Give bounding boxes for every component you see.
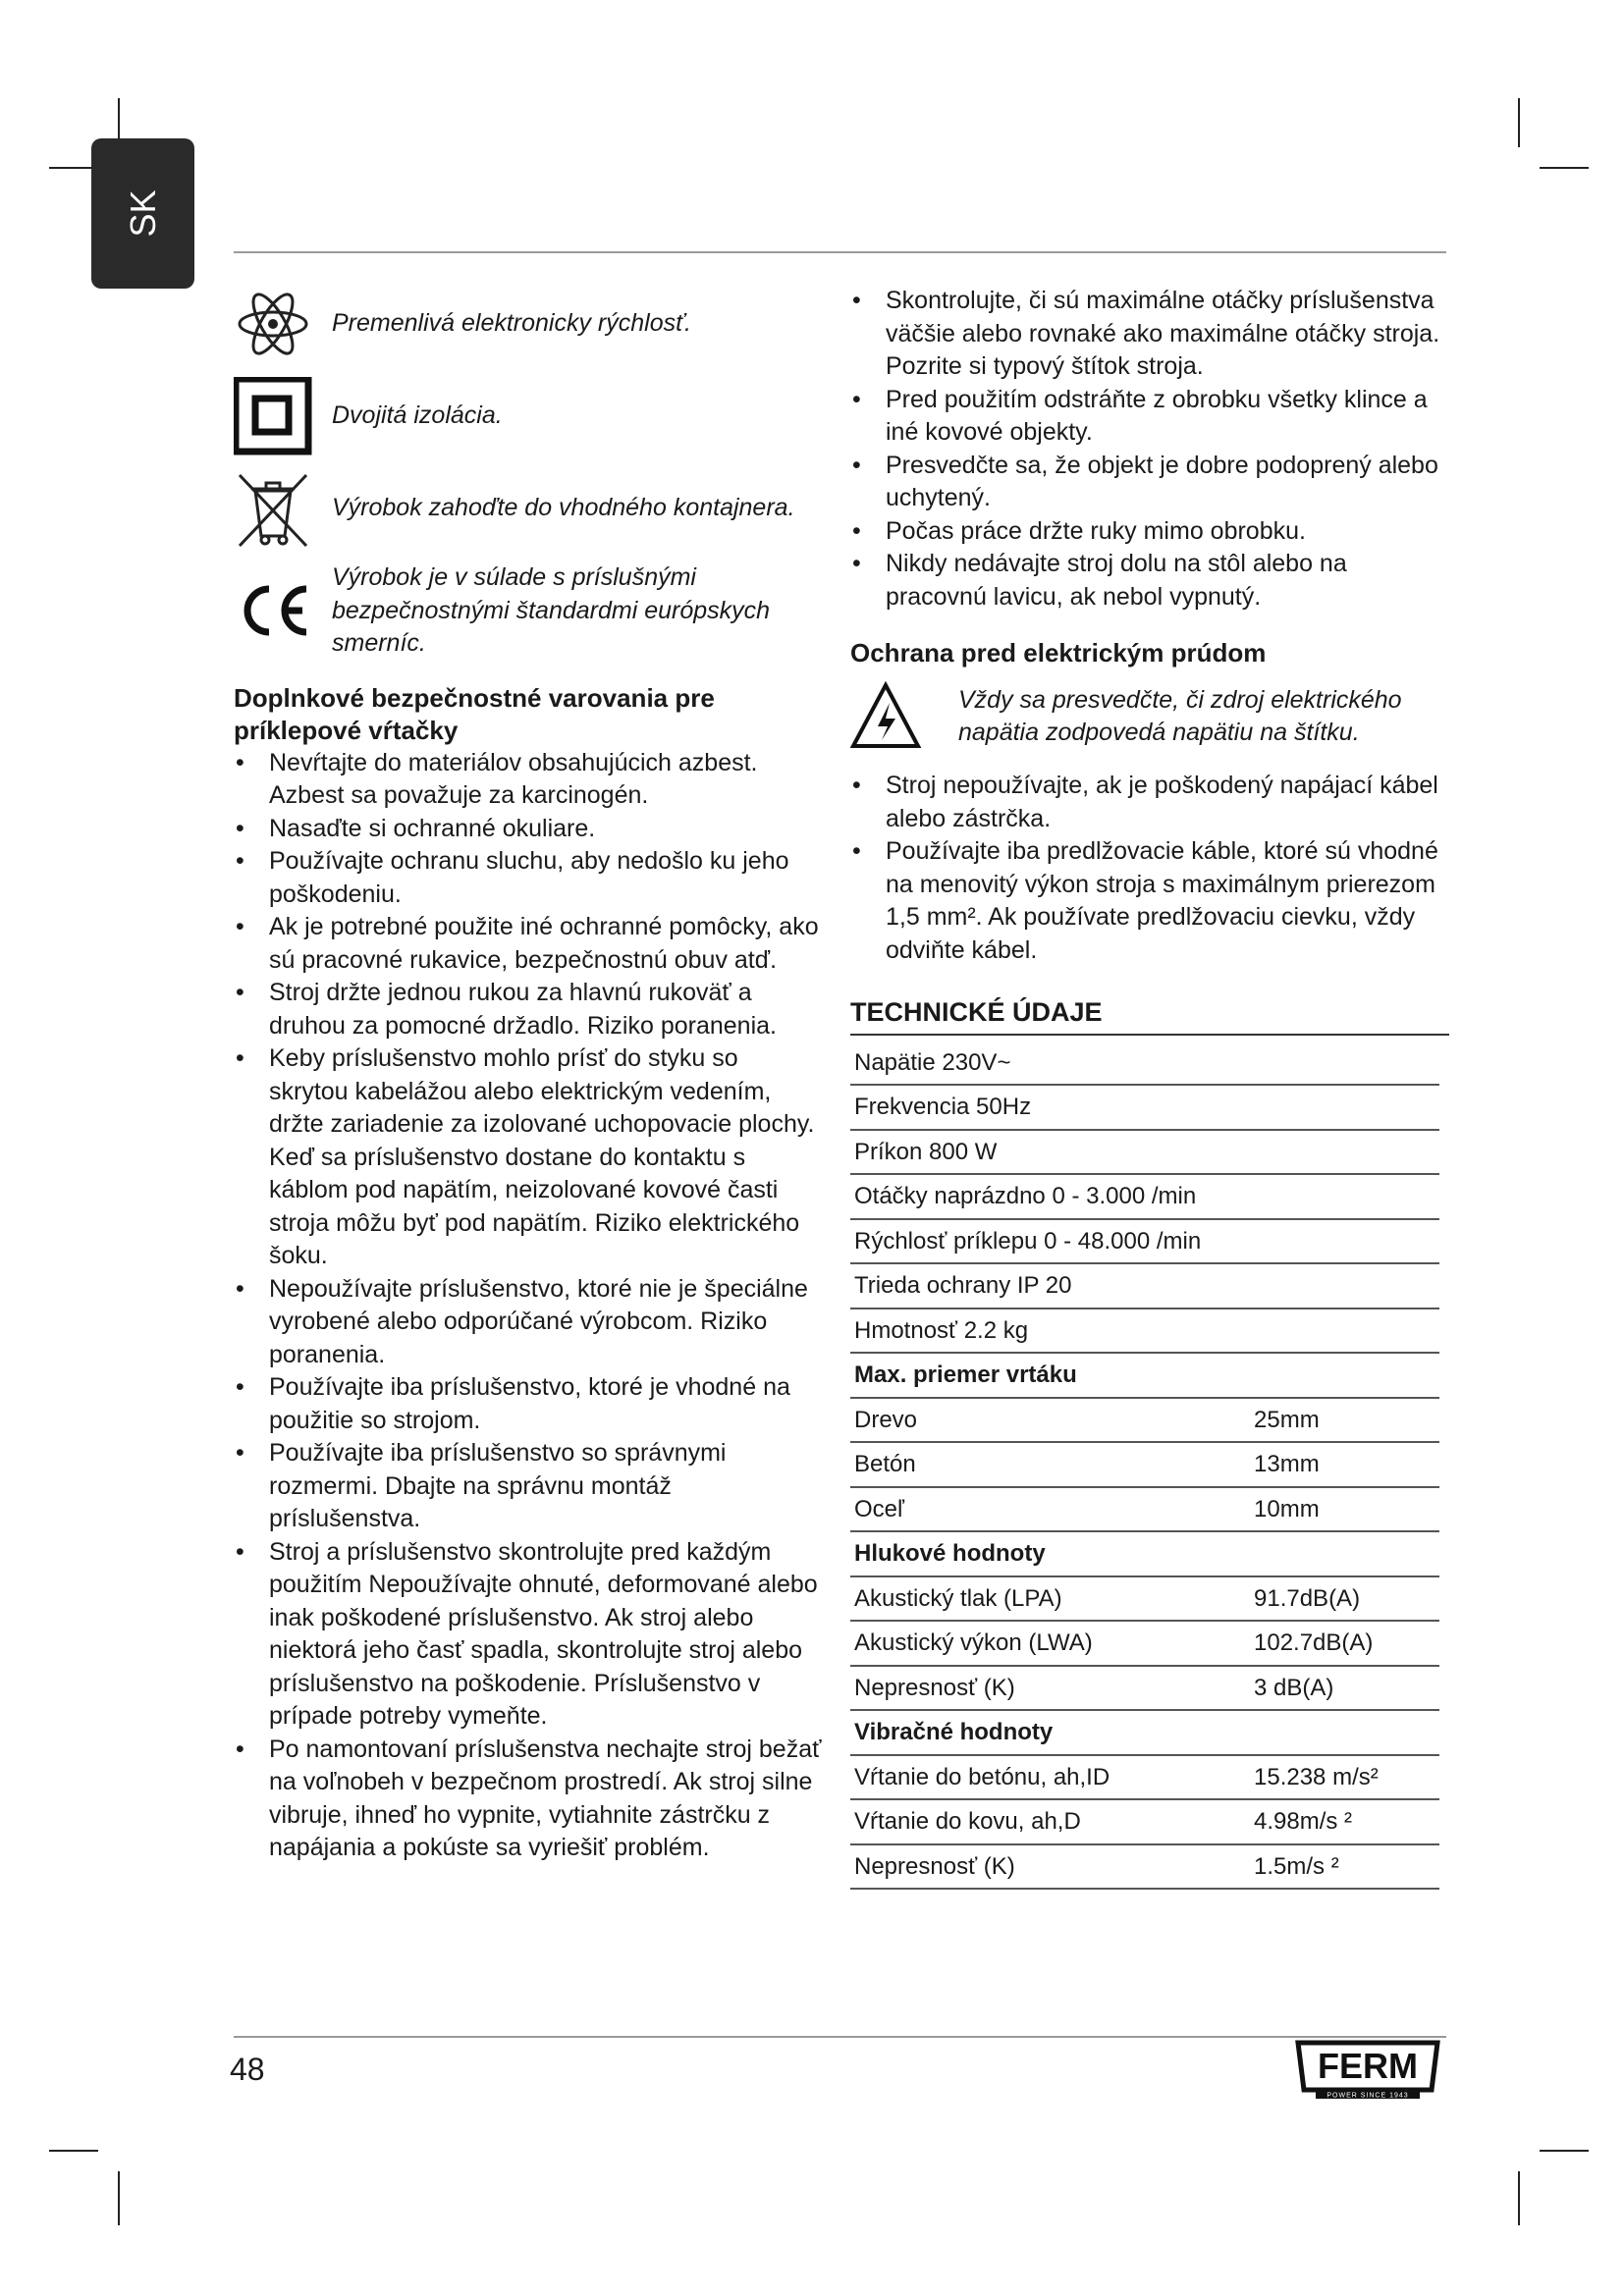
tech-label: Frekvencia 50Hz [850,1085,1250,1130]
tech-value [1250,1531,1439,1576]
symbol-row [234,285,823,363]
crop-mark [1540,2150,1589,2152]
tech-value [1250,1353,1439,1398]
tech-row [850,1755,1439,1800]
right-column [850,285,1449,1890]
tech-label: Trieda ochrany IP 20 [850,1263,1250,1308]
list-item: • Používajte iba príslušenstvo so správnymi rozmermi. Dbajte na správnu montáž príslušenstva. [234,1437,823,1536]
list-item: • Keby príslušenstvo mohlo prísť do styku so skrytou kabelážou alebo elektrickým vedením, držte zariadenie za izolované uchopovacie plochy. Keď sa príslušenstvo dostane do kontaktu s káblom pod napätím, neizolované kovové časti stroja môžu byť pod napätím. Riziko elektrického šoku. [234,1042,823,1273]
tech-row [850,1487,1439,1532]
tech-title: TECHNICKÉ ÚDAJE [850,996,1449,1036]
crop-mark [49,2150,98,2152]
tech-value [1250,1130,1439,1175]
tech-row [850,1263,1439,1308]
symbol-text: Výrobok zahoďte do vhodného kontajnera. [332,494,795,522]
tech-value [1250,1308,1439,1354]
electric-list [850,770,1449,967]
tech-value: 102.7dB(A) [1250,1621,1439,1666]
symbol-row [234,561,823,661]
tech-label: Príkon 800 W [850,1130,1250,1175]
tech-row [850,1398,1439,1443]
list-item: • Presvedčte sa, že objekt je dobre podoprený alebo uchytený. [850,450,1449,515]
list-item: • Nasaďte si ochranné okuliare. [234,813,823,846]
top-rule [234,251,1446,253]
tech-label: Oceľ [850,1487,1250,1532]
double-insulation-icon [234,377,312,455]
list-item: • Skontrolujte, či sú maximálne otáčky príslušenstva väčšie alebo rovnaké ako maximálne otáčky stroja. Pozrite si typový štítok stroja. [850,285,1449,384]
list-item: • Nevŕtajte do materiálov obsahujúcich azbest. Azbest sa považuje za karcinogén. [234,747,823,813]
tech-row [850,1531,1439,1576]
symbol-text: Dvojitá izolácia. [332,401,503,430]
tech-row [850,1621,1439,1666]
tech-row [850,1130,1439,1175]
weee-bin-icon [234,469,312,548]
tech-row [850,1666,1439,1711]
electric-warning [850,681,1449,752]
tech-row [850,1710,1439,1755]
tech-value: 1.5m/s ² [1250,1844,1439,1890]
tech-row [850,1085,1439,1130]
tech-label: Nepresnosť (K) [850,1844,1250,1890]
list-item: • Pred použitím odstráňte z obrobku všetky klince a iné kovové objekty. [850,384,1449,450]
tech-value: 4.98m/s ² [1250,1799,1439,1844]
tech-value [1250,1710,1439,1755]
bottom-rule [234,2036,1446,2038]
list-item: • Nikdy nedávajte stroj dolu na stôl alebo na pracovnú lavicu, ak nebol vypnutý. [850,548,1449,614]
svg-text:POWER SINCE 1943: POWER SINCE 1943 [1326,2092,1409,2100]
tech-row [850,1576,1439,1622]
tech-row [850,1844,1439,1890]
tech-label: Vibračné hodnoty [850,1710,1250,1755]
list-item: • Stroj držte jednou rukou za hlavnú rukoväť a druhou za pomocné držadlo. Riziko poranenia. [234,977,823,1042]
symbol-row [234,469,823,548]
symbol-text: Premenlivá elektronicky rýchlosť. [332,309,691,338]
tech-row [850,1353,1439,1398]
tech-value: 13mm [1250,1442,1439,1487]
language-tab-label: SK [122,189,163,238]
extra-warnings-heading: Doplnkové bezpečnostné varovania pre príklepové vŕtačky [234,682,715,745]
variable-speed-icon [234,285,312,363]
tech-label: Max. priemer vrtáku [850,1353,1250,1398]
check-list [850,285,1449,614]
tech-label: Drevo [850,1398,1250,1443]
tech-value: 10mm [1250,1487,1439,1532]
tech-label: Nepresnosť (K) [850,1666,1250,1711]
tech-row [850,1219,1439,1264]
tech-value [1250,1219,1439,1264]
list-item: • Používajte ochranu sluchu, aby nedošlo ku jeho poškodeniu. [234,845,823,911]
crop-mark [1518,98,1520,147]
list-item: • Stroj a príslušenstvo skontrolujte pred každým použitím Nepoužívajte ohnuté, deformované alebo inak poškodené príslušenstvo. Ak stroj alebo niektorá jeho časť spadla, skontrolujte stroj alebo príslušenstvo na poškodenie. Príslušenstvo v prípade potreby vymeňte. [234,1536,823,1734]
language-tab [91,138,194,289]
tech-value: 3 dB(A) [1250,1666,1439,1711]
electric-warning-text: Vždy sa presvedčte, či zdroj elektrického napätia zodpovedá napätiu na štítku. [958,685,1402,746]
tech-label: Napätie 230V~ [850,1041,1250,1086]
tech-value [1250,1174,1439,1219]
tech-label: Akustický výkon (LWA) [850,1621,1250,1666]
tech-label: Akustický tlak (LPA) [850,1576,1250,1622]
crop-mark [1540,167,1589,169]
crop-mark [118,2171,120,2225]
tech-label: Vŕtanie do betónu, ah,ID [850,1755,1250,1800]
left-column [234,285,823,1865]
ce-mark-icon [234,571,312,650]
list-item: • Po namontovaní príslušenstva nechajte stroj bežať na voľnobeh v bezpečnom prostredí. Ak stroj silne vibruje, ihneď ho vypnite, vytiahnite zástrčku z napájania a pokúste sa vyriešiť problém. [234,1734,823,1865]
tech-row [850,1041,1439,1086]
list-item: • Počas práce držte ruky mimo obrobku. [850,515,1449,549]
list-item: • Používajte iba príslušenstvo, ktoré je vhodné na použitie so strojom. [234,1371,823,1437]
tech-label: Vŕtanie do kovu, ah,D [850,1799,1250,1844]
tech-label: Betón [850,1442,1250,1487]
list-item: • Ak je potrebné použite iné ochranné pomôcky, ako sú pracovné rukavice, bezpečnostnú obuv atď. [234,911,823,977]
list-item: • Používajte iba predlžovacie káble, ktoré sú vhodné na menovitý výkon stroja s maximálnym prierezom 1,5 mm². Ak používate predlžovaciu cievku, vždy odviňte kábel. [850,835,1449,967]
svg-text:FERM: FERM [1318,2046,1418,2086]
tech-row [850,1799,1439,1844]
crop-mark [1518,2171,1520,2225]
tech-table [850,1041,1439,1891]
page-number: 48 [230,2052,265,2087]
ferm-logo [1294,2039,1441,2100]
tech-value [1250,1041,1439,1086]
tech-label: Otáčky naprázdno 0 - 3.000 /min [850,1174,1250,1219]
tech-value [1250,1085,1439,1130]
extra-warnings-list [234,747,823,1865]
tech-label: Hlukové hodnoty [850,1531,1250,1576]
tech-label: Rýchlosť príklepu 0 - 48.000 /min [850,1219,1250,1264]
tech-row [850,1174,1439,1219]
tech-row [850,1308,1439,1354]
electric-hazard-icon [850,681,921,752]
tech-value: 25mm [1250,1398,1439,1443]
symbol-text: Výrobok je v súlade s príslušnými bezpečnostnými štandardmi európskych smerníc. [332,563,771,657]
tech-value [1250,1263,1439,1308]
tech-label: Hmotnosť 2.2 kg [850,1308,1250,1354]
list-item: • Stroj nepoužívajte, ak je poškodený napájací kábel alebo zástrčka. [850,770,1449,835]
tech-value: 91.7dB(A) [1250,1576,1439,1622]
tech-row [850,1442,1439,1487]
list-item: • Nepoužívajte príslušenstvo, ktoré nie je špeciálne vyrobené alebo odporúčané výrobcom. Riziko poranenia. [234,1273,823,1372]
tech-value: 15.238 m/s² [1250,1755,1439,1800]
electric-heading: Ochrana pred elektrickým prúdom [850,638,1267,667]
symbol-row [234,377,823,455]
